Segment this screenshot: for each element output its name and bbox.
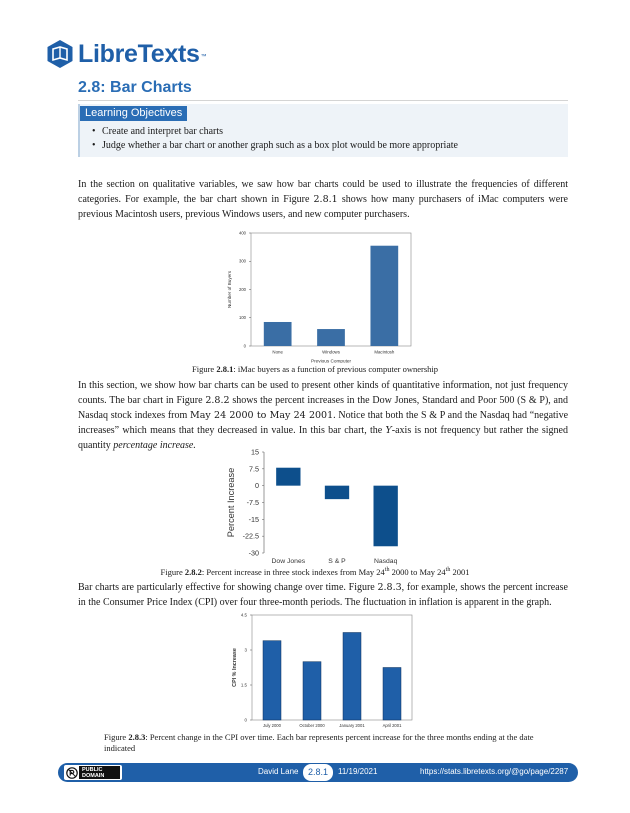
learning-objectives-box (78, 104, 568, 157)
y-tick-label: 0 (255, 481, 259, 491)
x-axis-label: Previous Computer (310, 358, 352, 363)
x-category-label: April 2001 (382, 723, 402, 729)
x-category-label: Dow Jones (271, 557, 306, 565)
y-tick-label: -30 (248, 548, 259, 558)
y-variable: Y (385, 425, 392, 436)
y-axis-label: Percent Increase (226, 467, 236, 538)
y-tick-label: 4.5 (240, 612, 247, 618)
y-tick-label: 300 (239, 258, 246, 264)
figure-ref-2-8-3[interactable]: 2.8.3 (377, 582, 402, 593)
y-tick-label: -22.5 (242, 531, 259, 541)
y-tick-label: 1.5 (240, 682, 247, 688)
public-domain-badge[interactable] (64, 765, 122, 780)
footer-page-number: 2.8.1 (303, 764, 333, 781)
stock-index-bar-chart (222, 445, 412, 567)
x-category-label: S & P (328, 557, 346, 565)
figure-caption-2-8-3: Figure 2.8.3: Percent change in the CPI over time. Each bar represents percent increase for the three months ending at the date indicated (104, 732, 534, 753)
cpi-bar-chart (224, 612, 414, 732)
y-tick-label: -7.5 (246, 498, 259, 508)
x-category-label: January 2001 (339, 723, 365, 729)
page-footer (58, 763, 578, 782)
x-category-label: Macintosh (374, 349, 395, 355)
footer-url-link[interactable]: https://stats.libretexts.org/@go/page/2287 (420, 767, 569, 776)
logo-trademark: ™ (200, 54, 207, 60)
bar (325, 486, 349, 499)
bar (303, 662, 321, 720)
y-tick-label: 7.5 (249, 464, 259, 474)
x-category-label: Windows (322, 349, 340, 355)
license-text: PUBLIC DOMAIN (79, 766, 120, 779)
emphasis-text: percentage increase. (113, 440, 196, 451)
learning-objectives-list (92, 125, 458, 153)
x-category-label: July 2000 (263, 723, 281, 729)
y-axis-label: Number of Buyers (227, 270, 232, 309)
x-category-label: October 2000 (299, 723, 325, 729)
paragraph-intro (78, 177, 568, 222)
logo-wordmark: LibreTexts (78, 39, 200, 68)
figure-caption-2-8-1: Figure 2.8.1: iMac buyers as a function of previous computer ownership (192, 364, 438, 374)
bar (383, 668, 401, 721)
bar (264, 322, 292, 346)
figure-caption-2-8-2: Figure 2.8.2: Percent increase in three stock indexes from May 24th 2000 to May 24th 2001 (160, 567, 470, 577)
list-item: • Judge whether a bar chart or another graph such as a box plot would be more appropriate (92, 139, 458, 153)
bar (276, 468, 300, 486)
public-domain-icon (66, 767, 78, 779)
footer-author: David Lane (258, 767, 299, 776)
libretexts-logo[interactable] (45, 38, 207, 70)
y-tick-label: 0 (244, 717, 247, 723)
title-divider (78, 100, 568, 101)
x-category-label: None (272, 349, 283, 355)
figure-ref-2-8-1[interactable]: 2.8.1 (313, 194, 338, 205)
paragraph-stock-indexes: In this section, we show how bar charts can be used to present other kinds of quantitative information, not just frequency counts. The bar chart in Figure 2.8.2 shows the percent increases in the Dow Jones, Standard and Poor 500 (S & P), and Nasdaq stock indexes from May 24 2000 to May 24 2001. Notice that both the S & P and the Nasdaq had “negative increases” which means that they decreased in value. In this bar chart, the Y-axis is not frequency but rather the signed quantity percentage increase. (78, 380, 569, 451)
y-tick-label: -15 (248, 514, 259, 524)
learning-objectives-label: Learning Objectives (80, 106, 187, 121)
figure-ref-2-8-2[interactable]: 2.8.2 (205, 395, 230, 406)
bar (263, 641, 281, 720)
bar (343, 633, 361, 721)
y-tick-label: 400 (239, 230, 246, 236)
bar (374, 486, 398, 547)
y-axis-label: CPI % Increase (232, 648, 238, 687)
imac-buyers-bar-chart (223, 225, 413, 363)
paragraph-text: In the section on qualitative variables, we saw how bar charts could be used to illustrate the frequencies of different categories. For example, the bar chart shown in Figure (78, 179, 568, 205)
y-tick-label: 200 (239, 286, 246, 292)
date-range: May 24 2000 to May 24 2001 (190, 410, 334, 421)
y-tick-label: 100 (239, 315, 246, 321)
bar (317, 329, 345, 346)
y-tick-label: 0 (243, 343, 246, 349)
page-title: 2.8: Bar Charts (78, 79, 192, 96)
paragraph-text: shows how many purchasers of iMac computers were previous Macintosh users, previous Windows users, and new computer purchasers. (78, 194, 568, 220)
x-category-label: Nasdaq (373, 557, 398, 565)
list-item: • Create and interpret bar charts (92, 125, 458, 139)
y-tick-label: 3 (244, 647, 247, 653)
bar (370, 246, 398, 346)
footer-date: 11/19/2021 (338, 767, 378, 776)
paragraph-cpi: Bar charts are particularly effective for showing change over time. Figure 2.8.3, for example, shows the percent increase in the Consumer Price Index (CPI) over four three-month periods. The fluctuation in inflation is apparent in the graph. (78, 582, 568, 608)
libretexts-hexagon-icon (45, 39, 75, 69)
y-tick-label: 15 (251, 447, 259, 457)
